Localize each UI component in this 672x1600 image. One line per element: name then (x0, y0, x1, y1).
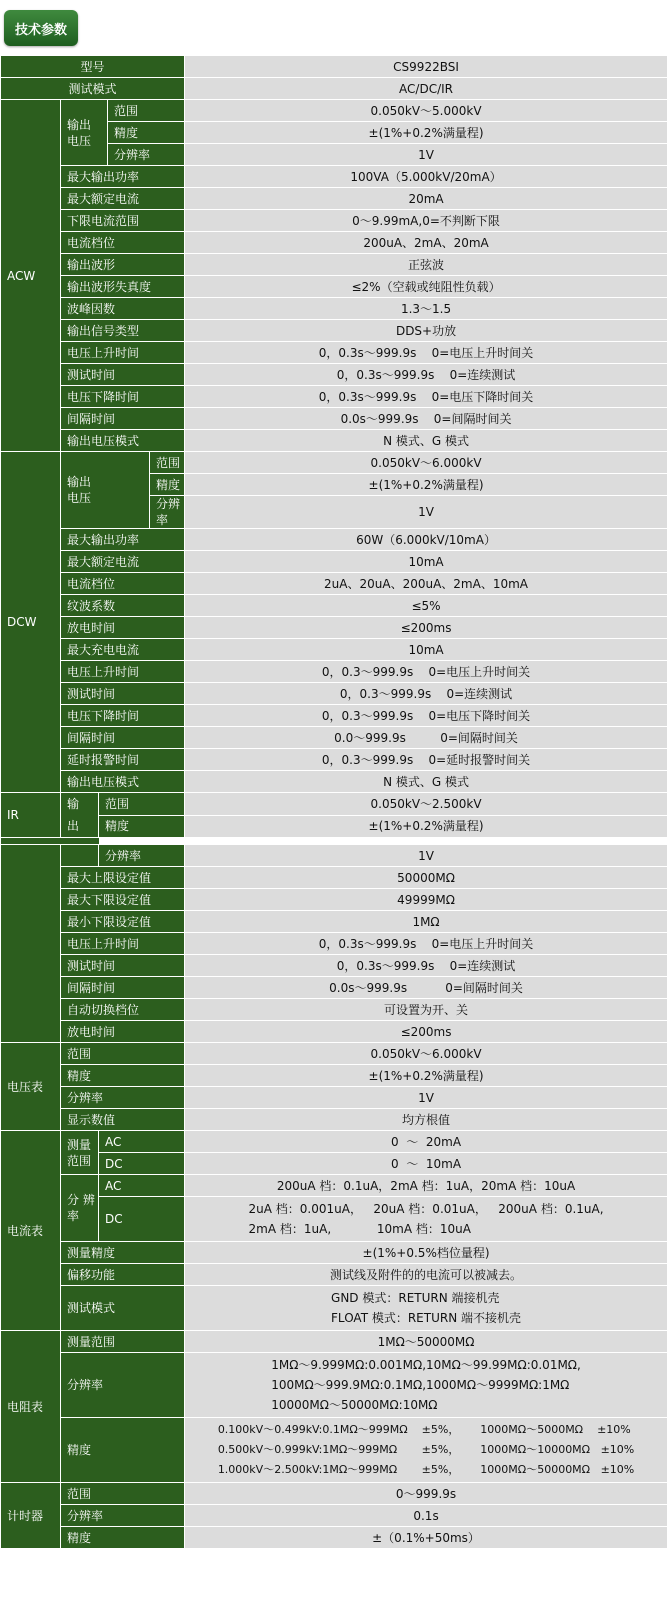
table-row (1, 933, 668, 955)
ir-accuracy-label: 精度 (99, 815, 185, 838)
acw-row-value: 正弦波 (185, 254, 668, 276)
ammeter-offset-label: 偏移功能 (61, 1264, 185, 1286)
ir-row-value (185, 933, 668, 955)
acw-row-label: 下限电流范围 (61, 210, 185, 232)
test-mode-value: AC/DC/IR (185, 78, 668, 100)
ohmmeter-accuracy-value (185, 1418, 668, 1483)
table-row (1, 100, 668, 122)
ir-row-label: 最小下限设定值 (61, 911, 185, 933)
acw-range-label: 范围 (108, 100, 185, 122)
table-row (1, 1527, 668, 1549)
table-row (1, 232, 668, 254)
spec-table-container (0, 55, 672, 1549)
table-row (1, 430, 668, 452)
tech-params-tab-button[interactable]: 技术参数 (4, 10, 78, 46)
dcw-row-label: 延时报警时间 (61, 749, 185, 771)
ir-resolution-label: 分辨率 (99, 845, 185, 867)
acw-row-label: 输出波形失真度 (61, 276, 185, 298)
acw-row-value-text: 0.0s～999.9s 0=间隔时间关 (340, 411, 512, 426)
acw-row-value: 20mA (185, 188, 668, 210)
dcw-row-value: ≤200ms (185, 617, 668, 639)
ohmmeter-range-label: 测量范围 (61, 1331, 185, 1353)
acw-row-value (185, 342, 668, 364)
acw-row-value (185, 408, 668, 430)
acw-row-value: N 模式、G 模式 (185, 430, 668, 452)
dcw-row-value: 10mA (185, 639, 668, 661)
ir-row-value-text: 0，0.3s～999.9s 0=电压上升时间关 (318, 936, 534, 951)
voltmeter-row-label: 显示数值 (61, 1109, 185, 1131)
ammeter-dc-range-text: 0 ～ 10mA (391, 1156, 462, 1171)
table-row (1, 78, 668, 100)
ammeter-ac-label: AC (99, 1131, 185, 1153)
ir-row-value: 49999MΩ (185, 889, 668, 911)
dcw-row-value: N 模式、G 模式 (185, 771, 668, 793)
voltmeter-row-value: 均方根值 (185, 1109, 668, 1131)
ir-output-label: 输 出 (61, 793, 99, 838)
table-row (1, 1418, 668, 1483)
voltmeter-row-label: 范围 (61, 1043, 185, 1065)
ir-group-continued (1, 845, 61, 1043)
table-row (1, 749, 668, 771)
acw-row-label: 测试时间 (61, 364, 185, 386)
ir-row-label: 测试时间 (61, 955, 185, 977)
table-row (1, 815, 668, 838)
ir-section-gap (1, 838, 668, 845)
table-row (1, 573, 668, 595)
ammeter-offset-value: 测试线及附件的的电流可以被减去。 (185, 1264, 668, 1286)
table-row (1, 276, 668, 298)
ammeter-mode-value-text: GND 模式：RETURN 端接机壳 FLOAT 模式：RETURN 端不接机壳 (331, 1291, 522, 1325)
dcw-row-label: 电压下降时间 (61, 705, 185, 727)
table-row (1, 166, 668, 188)
dcw-row-value (185, 749, 668, 771)
ohmmeter-range-value: 1MΩ～50000MΩ (185, 1331, 668, 1353)
table-row (1, 408, 668, 430)
acw-row-label: 电压下降时间 (61, 386, 185, 408)
ammeter-dc-resolution-text: 2uA 档：0.001uA， 20uA 档：0.01uA， 200uA 档：0.1uA, 2mA 档：1uA, 10mA 档：10uA (248, 1202, 604, 1236)
ammeter-dc-label-2: DC (99, 1197, 185, 1242)
dcw-row-label: 电压上升时间 (61, 661, 185, 683)
timer-row-value: ±（0.1%+50ms） (185, 1527, 668, 1549)
dcw-row-label: 放电时间 (61, 617, 185, 639)
ir-row-label: 放电时间 (61, 1021, 185, 1043)
acw-row-label: 最大额定电流 (61, 188, 185, 210)
acw-resolution-value: 1V (185, 144, 668, 166)
table-row (1, 705, 668, 727)
dcw-output-voltage-label: 输出 电压 (61, 452, 150, 529)
table-row (1, 1264, 668, 1286)
gap-left (1, 838, 99, 845)
acw-row-value: 1.3～1.5 (185, 298, 668, 320)
gap-right (99, 838, 668, 845)
ammeter-ac-range-text: 0 ～ 20mA (391, 1134, 462, 1149)
dcw-group-label: DCW (1, 452, 61, 793)
ammeter-dc-label: DC (99, 1153, 185, 1175)
dcw-accuracy-label: 精度 (150, 474, 185, 496)
ammeter-group-label: 电流表 (1, 1131, 61, 1331)
dcw-resolution-label: 分辨率 (150, 496, 185, 529)
table-row (1, 1087, 668, 1109)
ammeter-resolution-label: 分 辨 率 (61, 1175, 99, 1242)
acw-row-value: 100VA（5.000kV/20mA） (185, 166, 668, 188)
ohmmeter-group-label: 电阻表 (1, 1331, 61, 1483)
dcw-row-value: 10mA (185, 551, 668, 573)
ir-group-label: IR (1, 793, 61, 838)
acw-resolution-label: 分辨率 (108, 144, 185, 166)
ohmmeter-accuracy-text: 0.100kV～0.499kV:0.1MΩ～999MΩ ±5%， 1000MΩ～5000MΩ ±10% 0.500kV～0.999kV:1MΩ～999MΩ ±5%， 1000MΩ～10000MΩ ±10% 1.000kV～2.500kV:1MΩ～999MΩ ±5%， 1000MΩ～50000MΩ ±10% (217, 1423, 635, 1476)
table-row (1, 254, 668, 276)
table-row (1, 911, 668, 933)
ir-resolution-value: 1V (185, 845, 668, 867)
ir-row-value: ≤200ms (185, 1021, 668, 1043)
timer-row-label: 分辨率 (61, 1505, 185, 1527)
table-row (1, 727, 668, 749)
table-row (1, 452, 668, 474)
ammeter-accuracy-label: 测量精度 (61, 1242, 185, 1264)
table-row (1, 1021, 668, 1043)
table-row (1, 1483, 668, 1505)
dcw-row-label: 输出电压模式 (61, 771, 185, 793)
acw-row-label: 间隔时间 (61, 408, 185, 430)
spec-table (0, 55, 668, 1549)
dcw-row-value (185, 683, 668, 705)
voltmeter-row-value: ±(1%+0.2%满量程) (185, 1065, 668, 1087)
table-row (1, 1505, 668, 1527)
ohmmeter-resolution-value (185, 1353, 668, 1418)
acw-row-label: 输出电压模式 (61, 430, 185, 452)
table-row (1, 661, 668, 683)
dcw-row-label: 测试时间 (61, 683, 185, 705)
ir-output-continued (61, 845, 99, 867)
acw-row-value: 0～9.99mA,0=不判断下限 (185, 210, 668, 232)
table-row (1, 955, 668, 977)
test-mode-label: 测试模式 (1, 78, 185, 100)
acw-row-value (185, 364, 668, 386)
ammeter-ac-range (185, 1131, 668, 1153)
table-row (1, 1109, 668, 1131)
voltmeter-row-label: 分辨率 (61, 1087, 185, 1109)
voltmeter-group-label: 电压表 (1, 1043, 61, 1131)
ohmmeter-resolution-label: 分辨率 (61, 1353, 185, 1418)
dcw-resolution-value: 1V (185, 496, 668, 529)
ir-row-label: 间隔时间 (61, 977, 185, 999)
acw-row-label: 波峰因数 (61, 298, 185, 320)
table-row (1, 56, 668, 78)
acw-row-value: ≤2%（空载或纯阻性负载） (185, 276, 668, 298)
table-row (1, 999, 668, 1021)
ammeter-dc-range (185, 1153, 668, 1175)
dcw-row-label: 最大充电电流 (61, 639, 185, 661)
table-row (1, 551, 668, 573)
dcw-row-value-text: 0，0.3～999.9s 0=电压上升时间关 (321, 664, 531, 679)
dcw-row-label: 最大额定电流 (61, 551, 185, 573)
table-row (1, 1043, 668, 1065)
acw-row-value: 200uA、2mA、20mA (185, 232, 668, 254)
acw-accuracy-label: 精度 (108, 122, 185, 144)
model-label: 型号 (1, 56, 185, 78)
timer-group-label: 计时器 (1, 1483, 61, 1549)
table-row (1, 639, 668, 661)
table-row (1, 595, 668, 617)
ir-row-label: 最大上限设定值 (61, 867, 185, 889)
acw-row-label: 电压上升时间 (61, 342, 185, 364)
acw-row-label: 电流档位 (61, 232, 185, 254)
dcw-row-value: 60W（6.000kV/10mA） (185, 529, 668, 551)
voltmeter-row-value: 1V (185, 1087, 668, 1109)
dcw-row-label: 电流档位 (61, 573, 185, 595)
dcw-row-value-text: 0.0～999.9s 0=间隔时间关 (334, 730, 518, 745)
table-row (1, 1242, 668, 1264)
voltmeter-row-value: 0.050kV～6.000kV (185, 1043, 668, 1065)
acw-row-label: 输出信号类型 (61, 320, 185, 342)
ir-row-value: 可设置为开、关 (185, 999, 668, 1021)
dcw-row-value-text: 0，0.3～999.9s 0=连续测试 (339, 686, 513, 701)
acw-row-value-text: 0，0.3s～999.9s 0=电压上升时间关 (318, 345, 534, 360)
dcw-row-value: ≤5% (185, 595, 668, 617)
ir-row-value-text: 0.0s～999.9s 0=间隔时间关 (329, 980, 523, 995)
ir-row-value (185, 977, 668, 999)
timer-row-label: 范围 (61, 1483, 185, 1505)
table-row (1, 342, 668, 364)
dcw-row-value-text: 0，0.3～999.9s 0=延时报警时间关 (321, 752, 531, 767)
ammeter-ac-label-2: AC (99, 1175, 185, 1197)
page-header (0, 0, 672, 56)
table-row (1, 364, 668, 386)
ir-accuracy-value: ±(1%+0.2%满量程) (185, 815, 668, 838)
ammeter-measure-range-label: 测量 范围 (61, 1131, 99, 1175)
table-row (1, 771, 668, 793)
ir-range-value: 0.050kV～2.500kV (185, 793, 668, 816)
ohmmeter-accuracy-label: 精度 (61, 1418, 185, 1483)
acw-row-value-text: 0，0.3s～999.9s 0=连续测试 (336, 367, 516, 382)
ohmmeter-resolution-text: 1MΩ～9.999MΩ:0.001MΩ,10MΩ～99.99MΩ:0.01MΩ, 100MΩ～999.9MΩ:0.1MΩ,1000MΩ～9999MΩ:1MΩ 10000MΩ～50000MΩ:10MΩ (271, 1358, 581, 1412)
table-row (1, 845, 668, 867)
acw-row-label: 输出波形 (61, 254, 185, 276)
timer-row-value: 0～999.9s (185, 1483, 668, 1505)
table-row (1, 386, 668, 408)
table-row (1, 529, 668, 551)
dcw-row-value (185, 661, 668, 683)
ammeter-accuracy-value: ±(1%+0.5%档位量程) (185, 1242, 668, 1264)
dcw-accuracy-value: ±(1%+0.2%满量程) (185, 474, 668, 496)
acw-row-value-text: 0，0.3s～999.9s 0=电压下降时间关 (318, 389, 534, 404)
ammeter-ac-resolution: 200uA 档：0.1uA，2mA 档：1uA，20mA 档：10uA (185, 1175, 668, 1197)
table-row (1, 683, 668, 705)
acw-row-label: 最大输出功率 (61, 166, 185, 188)
dcw-row-value (185, 727, 668, 749)
acw-row-value (185, 386, 668, 408)
table-row (1, 320, 668, 342)
dcw-range-label: 范围 (150, 452, 185, 474)
dcw-row-value: 2uA、20uA、200uA、2mA、10mA (185, 573, 668, 595)
table-row (1, 889, 668, 911)
ammeter-mode-label: 测试模式 (61, 1286, 185, 1331)
model-value: CS9922BSI (185, 56, 668, 78)
ir-row-value: 1MΩ (185, 911, 668, 933)
acw-output-voltage-label: 输出 电压 (61, 100, 108, 166)
ir-row-value: 50000MΩ (185, 867, 668, 889)
ir-row-label: 电压上升时间 (61, 933, 185, 955)
acw-row-value: DDS+功放 (185, 320, 668, 342)
ir-row-value-text: 0，0.3s～999.9s 0=连续测试 (336, 958, 516, 973)
table-row (1, 188, 668, 210)
table-row (1, 793, 668, 816)
ammeter-dc-resolution (185, 1197, 668, 1242)
table-row (1, 1353, 668, 1418)
ir-row-label: 自动切换档位 (61, 999, 185, 1021)
dcw-row-value-text: 0，0.3～999.9s 0=电压下降时间关 (321, 708, 531, 723)
table-row (1, 1131, 668, 1153)
acw-accuracy-value: ±(1%+0.2%满量程) (185, 122, 668, 144)
dcw-row-value (185, 705, 668, 727)
voltmeter-row-label: 精度 (61, 1065, 185, 1087)
table-row (1, 1197, 668, 1242)
table-row (1, 210, 668, 232)
ammeter-mode-value (185, 1286, 668, 1331)
ir-row-label: 最大下限设定值 (61, 889, 185, 911)
timer-row-label: 精度 (61, 1527, 185, 1549)
table-row (1, 1153, 668, 1175)
table-row (1, 1175, 668, 1197)
dcw-row-label: 最大输出功率 (61, 529, 185, 551)
ir-range-label: 范围 (99, 793, 185, 816)
dcw-row-label: 纹波系数 (61, 595, 185, 617)
table-row (1, 977, 668, 999)
table-row (1, 1065, 668, 1087)
table-row (1, 1331, 668, 1353)
dcw-row-label: 间隔时间 (61, 727, 185, 749)
table-row (1, 617, 668, 639)
acw-group-label: ACW (1, 100, 61, 452)
dcw-range-value: 0.050kV～6.000kV (185, 452, 668, 474)
ir-row-value (185, 955, 668, 977)
table-row (1, 867, 668, 889)
table-row (1, 298, 668, 320)
timer-row-value: 0.1s (185, 1505, 668, 1527)
acw-range-value: 0.050kV～5.000kV (185, 100, 668, 122)
table-row (1, 1286, 668, 1331)
